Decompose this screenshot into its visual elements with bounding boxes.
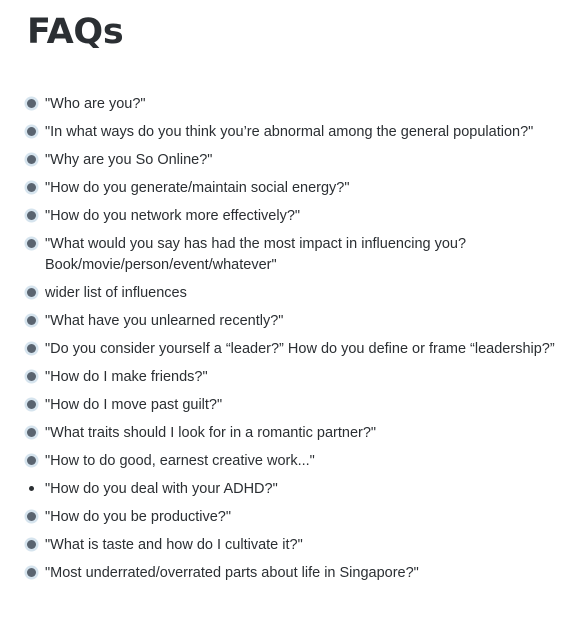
- faq-item-text[interactable]: "How do I move past guilt?": [45, 397, 223, 413]
- faq-item-text[interactable]: wider list of influences: [45, 285, 187, 301]
- faq-item-text[interactable]: "Who are you?": [45, 96, 146, 112]
- toggle-bullet-icon[interactable]: [27, 456, 36, 465]
- faq-item-text[interactable]: "How do you deal with your ADHD?": [45, 481, 278, 497]
- faq-item-text[interactable]: "What traits should I look for in a romantic partner?": [45, 425, 377, 441]
- toggle-bullet-icon[interactable]: [27, 400, 36, 409]
- toggle-bullet-icon[interactable]: [27, 155, 36, 164]
- faq-item-text[interactable]: "Do you consider yourself a “leader?” How do you define or frame “leadership?”: [45, 341, 555, 357]
- faq-item-text[interactable]: "In what ways do you think you’re abnormal among the general population?": [45, 124, 534, 140]
- faq-item[interactable]: [27, 234, 557, 276]
- faq-item-text[interactable]: "Why are you So Online?": [45, 152, 213, 168]
- faq-item[interactable]: [27, 563, 557, 584]
- faq-item[interactable]: [27, 178, 557, 199]
- toggle-bullet-icon[interactable]: [27, 512, 36, 521]
- faq-item[interactable]: [27, 283, 557, 304]
- page-title: FAQs: [27, 12, 124, 52]
- toggle-bullet-icon[interactable]: [27, 288, 36, 297]
- faq-item[interactable]: [27, 206, 557, 227]
- faq-item-text[interactable]: "What would you say has had the most impact in influencing you? Book/movie/person/event/whatever": [45, 236, 467, 273]
- faq-item[interactable]: [27, 122, 557, 143]
- toggle-bullet-icon[interactable]: [27, 183, 36, 192]
- faq-list: [27, 94, 557, 584]
- faq-item[interactable]: [27, 451, 557, 472]
- faq-item-text[interactable]: "How to do good, earnest creative work...": [45, 453, 315, 469]
- toggle-bullet-icon[interactable]: [27, 428, 36, 437]
- faq-item-text[interactable]: "Most underrated/overrated parts about life in Singapore?": [45, 565, 419, 581]
- faq-item[interactable]: [27, 395, 557, 416]
- toggle-bullet-icon[interactable]: [27, 344, 36, 353]
- faq-item-text[interactable]: "What is taste and how do I cultivate it?": [45, 537, 303, 553]
- faq-item[interactable]: [27, 311, 557, 332]
- faq-item-text[interactable]: "What have you unlearned recently?": [45, 313, 284, 329]
- toggle-bullet-icon[interactable]: [27, 568, 36, 577]
- faq-item[interactable]: [27, 94, 557, 115]
- faq-item[interactable]: [27, 150, 557, 171]
- toggle-bullet-icon[interactable]: [27, 99, 36, 108]
- toggle-bullet-icon[interactable]: [27, 316, 36, 325]
- faq-item-text[interactable]: "How do you generate/maintain social energy?": [45, 180, 350, 196]
- faq-item-text[interactable]: "How do you be productive?": [45, 509, 232, 525]
- faq-item-text[interactable]: "How do you network more effectively?": [45, 208, 301, 224]
- plain-bullet-icon: [29, 486, 34, 491]
- toggle-bullet-icon[interactable]: [27, 372, 36, 381]
- faq-item[interactable]: [27, 535, 557, 556]
- toggle-bullet-icon[interactable]: [27, 540, 36, 549]
- toggle-bullet-icon[interactable]: [27, 211, 36, 220]
- faq-item[interactable]: [27, 507, 557, 528]
- faq-item[interactable]: [27, 479, 557, 500]
- faq-item[interactable]: [27, 339, 557, 360]
- faq-item[interactable]: [27, 367, 557, 388]
- faq-item-text[interactable]: "How do I make friends?": [45, 369, 208, 385]
- toggle-bullet-icon[interactable]: [27, 127, 36, 136]
- faq-item[interactable]: [27, 423, 557, 444]
- toggle-bullet-icon[interactable]: [27, 239, 36, 248]
